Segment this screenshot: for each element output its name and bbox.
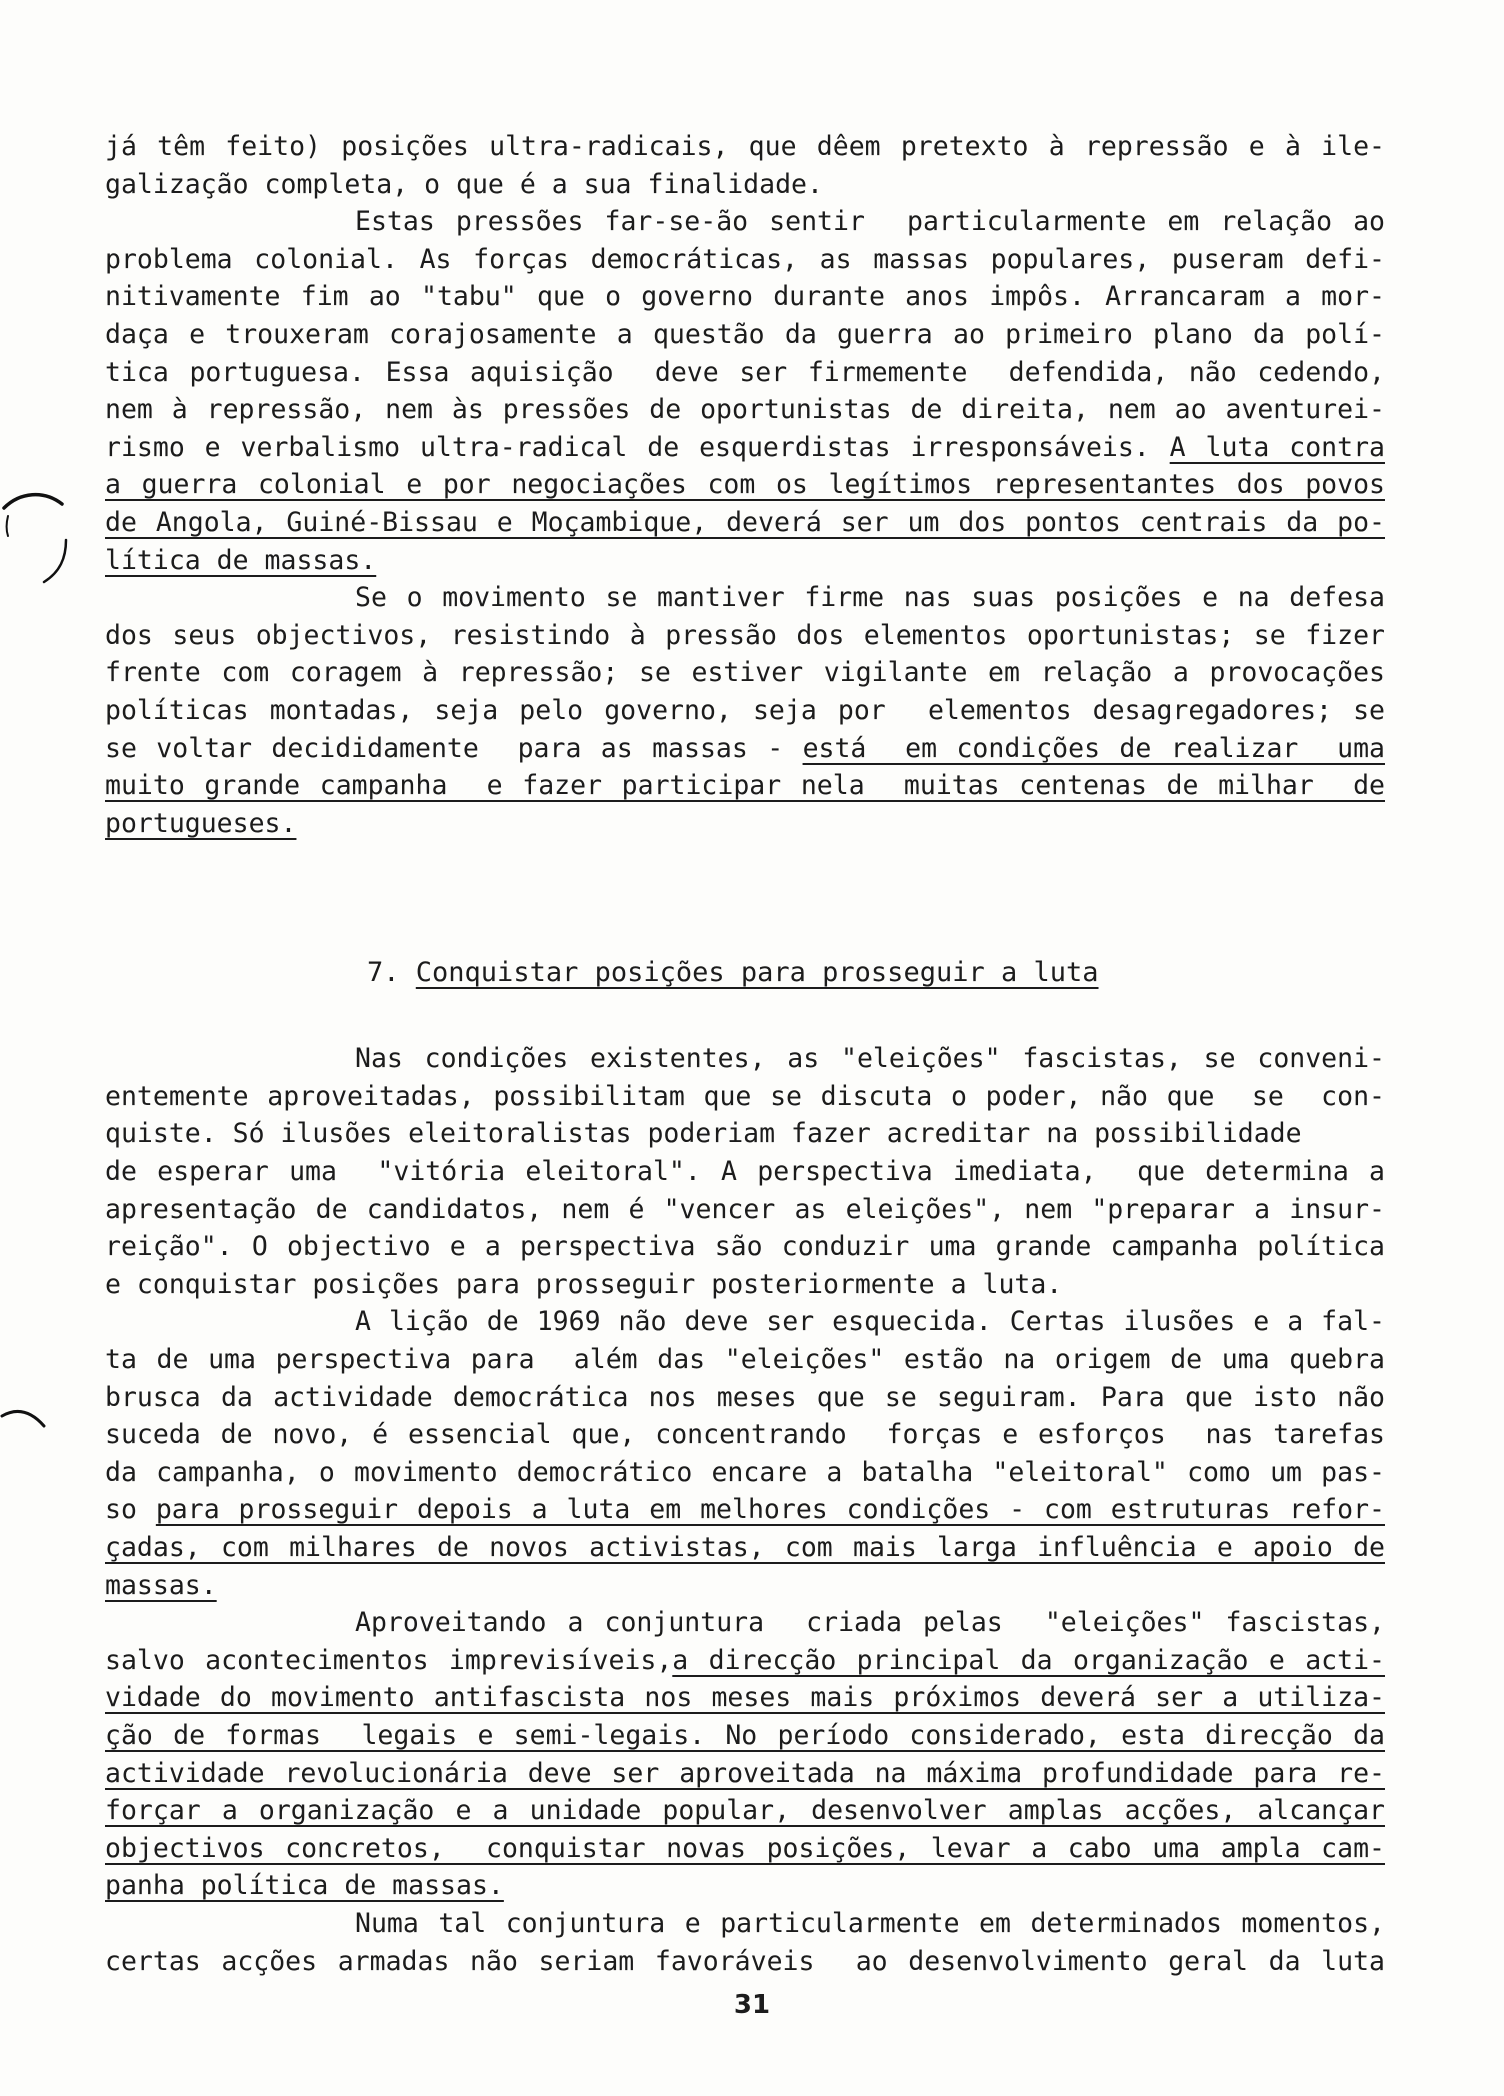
underlined-text: forçar a organização e a unidade popular, desenvolver amplas acções, alcançar <box>105 1795 1385 1827</box>
text-line <box>105 1792 1385 1830</box>
heading-gap <box>105 992 1385 1040</box>
paragraph-conjuncture <box>105 1604 1385 1905</box>
text-segment: brusca da actividade democrática nos meses que se seguiram. Para que isto não <box>105 1381 1385 1413</box>
underlined-text: a guerra colonial e por negociações com os legítimos representantes dos povos <box>105 469 1385 501</box>
underlined-text: panha política de massas. <box>105 1870 504 1902</box>
section-heading <box>105 954 1385 992</box>
paragraph-movement <box>105 579 1385 842</box>
text-line <box>105 1755 1385 1793</box>
margin-bracket-mark <box>0 480 80 590</box>
text-segment: certas acções armadas não seriam favoráveis ao desenvolvimento geral da luta <box>105 1945 1385 1977</box>
text-segment: Numa tal conjuntura e particularmente em determinados momentos, <box>355 1907 1385 1939</box>
text-segment: salvo acontecimentos imprevisíveis, <box>105 1644 673 1676</box>
text-segment: Nas condições existentes, as "eleições" fascistas, se conveni- <box>355 1043 1385 1075</box>
underlined-text: está em condições de realizar uma <box>802 732 1385 764</box>
text-line <box>105 1454 1385 1492</box>
text-line <box>105 1830 1385 1868</box>
text-segment: rismo e verbalismo ultra-radical de esquerdistas irresponsáveis. <box>105 431 1170 463</box>
text-line <box>105 1416 1385 1454</box>
text-line <box>105 203 1385 241</box>
text-segment: políticas montadas, seja pelo governo, seja por elementos desagregadores; se <box>105 694 1385 726</box>
text-segment: galização completa, o que é a sua finalidade. <box>105 168 823 200</box>
section-number: 7. <box>367 957 416 989</box>
text-line <box>105 278 1385 316</box>
text-segment: A lição de 1969 não deve ser esquecida. Certas ilusões e a fal- <box>355 1306 1385 1338</box>
text-segment: nem à repressão, nem às pressões de oportunistas de direita, nem ao aventurei- <box>105 394 1385 426</box>
text-line <box>105 1191 1385 1229</box>
paragraph-1969 <box>105 1303 1385 1604</box>
text-segment: entemente aproveitadas, possibilitam que se discuta o poder, não que se con- <box>105 1080 1385 1112</box>
page-number: 31 <box>733 1990 771 2020</box>
underlined-text: actividade revolucionária deve ser aproveitada na máxima profundidade para re- <box>105 1757 1385 1789</box>
text-line <box>105 1567 1385 1605</box>
underlined-text: çadas, com milhares de novos activistas, com mais larga influência e apoio de <box>105 1532 1385 1563</box>
text-segment: e conquistar posições para prosseguir posteriormente a luta. <box>105 1268 1063 1300</box>
text-segment: de esperar uma "vitória eleitoral". A perspectiva imediata, que determina a <box>105 1156 1385 1188</box>
text-line <box>105 504 1385 542</box>
underlined-text: massas. <box>105 1569 217 1601</box>
text-segment: Estas pressões far-se-ão sentir particularmente em relação ao <box>355 206 1385 238</box>
text-segment: tica portuguesa. Essa aquisição deve ser firmemente defendida, não cedendo, <box>105 356 1385 388</box>
paragraph-pressure <box>105 203 1385 579</box>
text-segment: so <box>105 1494 156 1526</box>
text-line <box>105 1266 1385 1304</box>
section-gap <box>105 842 1385 954</box>
underlined-text: vidade do movimento antifascista nos meses mais próximos deverá ser a utiliza- <box>105 1682 1385 1714</box>
text-line <box>105 617 1385 655</box>
text-segment: suceda de novo, é essencial que, concentrando forças e esforços nas tarefas <box>105 1419 1385 1451</box>
underlined-text: portugueses. <box>105 807 297 839</box>
text-line <box>105 542 1385 580</box>
text-line <box>105 316 1385 354</box>
text-line <box>105 1491 1385 1529</box>
text-line <box>105 805 1385 843</box>
text-segment: ta de uma perspectiva para além das "eleições" estão na origem de uma quebra <box>105 1344 1385 1376</box>
text-line <box>105 1529 1385 1567</box>
underlined-text: muito grande campanha e fazer participar nela muitas centenas de milhar de <box>105 770 1385 802</box>
text-line <box>105 1604 1385 1642</box>
text-line <box>105 466 1385 504</box>
underlined-text: lítica de massas. <box>105 544 377 576</box>
text-segment: reição". O objectivo e a perspectiva são conduzir uma grande campanha política <box>105 1231 1385 1263</box>
section-title: Conquistar posições para prosseguir a luta <box>415 957 1099 989</box>
text-line <box>105 692 1385 730</box>
text-line <box>105 730 1385 768</box>
text-line <box>105 1040 1385 1078</box>
underlined-text: objectivos concretos, conquistar novas posições, levar a cabo uma ampla cam- <box>105 1832 1385 1864</box>
text-line <box>105 1867 1385 1905</box>
text-line <box>105 1943 1385 1981</box>
text-line <box>105 1717 1385 1755</box>
paragraph-top <box>105 128 1385 203</box>
text-line <box>105 429 1385 467</box>
text-segment: já têm feito) posições ultra-radicais, que dêem pretexto à repressão e à ile- <box>105 131 1385 162</box>
text-line <box>105 128 1385 166</box>
body-text <box>105 128 1385 1980</box>
text-segment: nitivamente fim ao "tabu" que o governo durante anos impôs. Arrancaram a mor- <box>105 281 1385 313</box>
text-segment: problema colonial. As forças democráticas, as massas populares, puseram defi- <box>105 243 1385 275</box>
text-line <box>105 1379 1385 1417</box>
text-segment: daça e trouxeram corajosamente a questão da guerra ao primeiro plano da polí- <box>105 318 1385 350</box>
text-segment: apresentação de candidatos, nem é "vencer as eleições", nem "preparar a insur- <box>105 1193 1385 1225</box>
text-line <box>105 767 1385 805</box>
margin-dash-mark <box>0 1400 60 1440</box>
text-line <box>105 1228 1385 1266</box>
text-line <box>105 354 1385 392</box>
text-line <box>105 1642 1385 1680</box>
text-line <box>105 654 1385 692</box>
text-line <box>105 1153 1385 1191</box>
underlined-text: de Angola, Guiné-Bissau e Moçambique, deverá ser um dos pontos centrais da po- <box>105 506 1385 538</box>
text-segment: dos seus objectivos, resistindo à pressão dos elementos oportunistas; se fizer <box>105 619 1385 651</box>
text-line <box>105 1115 1385 1153</box>
text-line <box>105 241 1385 279</box>
text-segment: da campanha, o movimento democrático encare a batalha "eleitoral" como um pas- <box>105 1456 1385 1488</box>
paragraph-conditions <box>105 1040 1385 1303</box>
text-segment: quiste. Só ilusões eleitoralistas poderiam fazer acreditar na possibilidade <box>105 1118 1302 1150</box>
underlined-text: ção de formas legais e semi-legais. No período considerado, esta direcção da <box>105 1719 1385 1751</box>
text-line <box>105 1078 1385 1116</box>
text-line <box>105 1905 1385 1943</box>
text-line <box>105 1303 1385 1341</box>
text-line <box>105 1679 1385 1717</box>
paragraph-armed-actions <box>105 1905 1385 1980</box>
text-segment: se voltar decididamente para as massas - <box>105 732 803 764</box>
text-segment: frente com coragem à repressão; se estiver vigilante em relação a provocações <box>105 657 1385 689</box>
text-line <box>105 166 1385 204</box>
text-line <box>105 1341 1385 1379</box>
text-line <box>105 579 1385 617</box>
text-line <box>105 391 1385 429</box>
underlined-text: A luta contra <box>1169 431 1385 463</box>
text-segment: Se o movimento se mantiver firme nas suas posições e na defesa <box>355 582 1385 614</box>
text-segment: Aproveitando a conjuntura criada pelas "eleições" fascistas, <box>355 1607 1385 1639</box>
underlined-text: a direcção principal da organização e acti- <box>672 1644 1385 1676</box>
underlined-text: para prosseguir depois a luta em melhores condições - com estruturas refor- <box>155 1494 1385 1526</box>
